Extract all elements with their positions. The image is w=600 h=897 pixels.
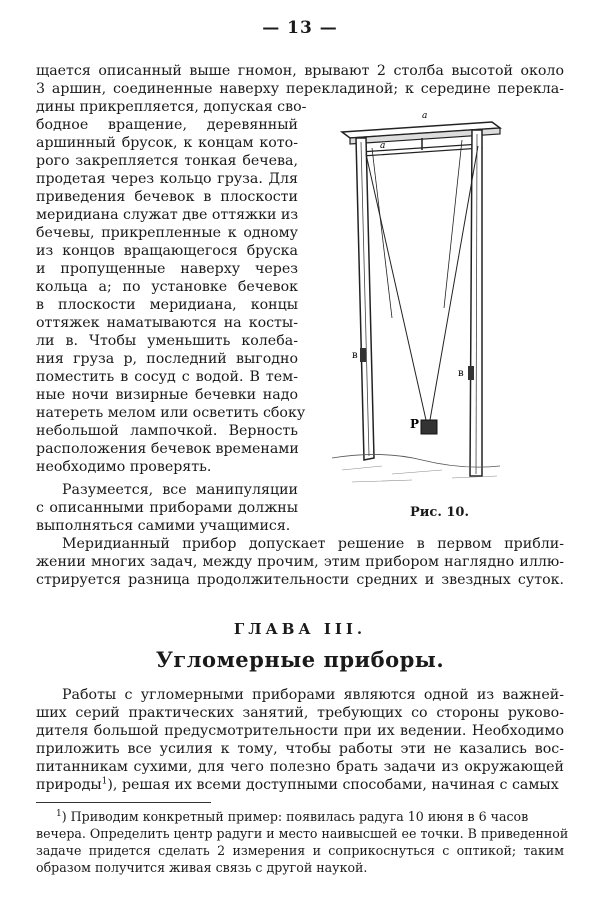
text-line: жении многих задач, между прочим, этим прибором наглядно иллю- — [36, 554, 564, 570]
weight — [421, 420, 437, 434]
footnote-line: образом получится живая связь с другой наукой. — [36, 860, 368, 875]
text-line: дины прикрепляется, допуская сво- — [36, 99, 307, 115]
text-line: с описанными приборами должны — [36, 500, 298, 516]
label-v-right: в — [458, 368, 464, 379]
chapter-label: ГЛАВА III. — [233, 620, 367, 638]
meridian-instrument-illustration — [322, 108, 502, 500]
text-line: ли в. Чтобы уменьшить колеба- — [36, 333, 298, 349]
text-line: из концов вращающегося бруска — [36, 243, 298, 259]
text-line: продетая через кольцо груза. Для — [36, 171, 298, 187]
figure-caption: Рис. 10. — [410, 505, 470, 520]
text-line: бодное вращение, деревянный — [36, 117, 298, 133]
footnote-ref[interactable]: 1 — [101, 776, 108, 787]
text-line: ния груза p, последний выгодно — [36, 351, 298, 367]
text-line: Работы с угломерными приборами являются одной из важней- — [62, 687, 564, 703]
label-p: P — [410, 417, 420, 431]
peg-left — [360, 348, 366, 362]
text-line: Меридианный прибор допускает решение в первом прибли- — [62, 536, 564, 552]
text-line: расположения бечевок временами — [36, 441, 299, 457]
rotating-bar — [360, 144, 482, 156]
text-line: поместить в сосуд с водой. В тем- — [36, 369, 298, 385]
footnote-marker: 1 — [56, 808, 62, 819]
text-line: ших серий практических занятий, требующих со стороны руково- — [36, 705, 564, 721]
text-line: 3 аршин, соединенные наверху перекладиной; к середине перекла- — [36, 81, 564, 97]
label-a-top: a — [422, 111, 428, 121]
text-line: приведения бечевок в плоскости — [36, 189, 298, 205]
string — [366, 154, 426, 420]
text-line: меридиана служат две оттяжки из — [36, 207, 299, 223]
label-a-left: a — [380, 141, 386, 151]
text-line: небольшой лампочкой. Верность — [36, 423, 298, 439]
chapter-title: Угломерные приборы. — [155, 647, 445, 672]
footnote-line — [56, 808, 564, 825]
text-line: питанникам сухими, для чего полезно брать задачи из окружающей — [36, 759, 564, 775]
text-line: аршинный брусок, к концам кото- — [36, 135, 298, 151]
text-line: ные ночи визирные бечевки надо — [36, 387, 298, 403]
text-span: ), решая их всеми доступными способами, начиная с самых — [107, 777, 559, 793]
text-line: натереть мелом или осветить сбоку — [36, 405, 306, 421]
footnote-line: вечера. Определить центр радуги и место наивысшей ее точки. В приведенной — [36, 826, 569, 841]
label-v-left: в — [352, 350, 358, 361]
text-line: кольца a; по установке бечевок — [36, 279, 298, 295]
text-line: необходимо проверять. — [36, 459, 212, 475]
text-line: дителя большой предусмотрительности при их ведении. Необходимо — [36, 723, 564, 739]
text-line: бечевы, прикрепленные к одному — [36, 225, 298, 241]
text-line: рого закрепляется тонкая бечева, — [36, 153, 298, 169]
text-span: ) Приводим конкретный пример: появилась радуга 10 июня в 6 часов — [61, 809, 529, 824]
text-line: в плоскости меридиана, концы — [36, 297, 298, 313]
figure-meridian-instrument — [322, 108, 502, 500]
text-line: щается описанный выше гномон, врывают 2 столба высотой около — [36, 63, 564, 79]
footnote-line: задаче придется сделать 2 измерения и соприкоснуться с оптикой; таким — [36, 843, 564, 858]
text-line: стрируется разница продолжительности средних и звездных суток. — [36, 572, 564, 588]
text-line: и пропущенные наверху через — [36, 261, 298, 277]
page-number: — 13 — — [262, 18, 338, 38]
peg-right — [468, 366, 474, 380]
text-line: приложить все усилия к тому, чтобы работы эти не казались вос- — [36, 741, 564, 757]
text-line: выполняться самими учащимися. — [36, 518, 291, 534]
text-line: Разумеется, все манипуляции — [62, 482, 298, 498]
text-line — [36, 776, 564, 794]
footnote-divider — [36, 802, 211, 803]
text-span: природы — [36, 777, 102, 793]
text-line: оттяжек наматываются на косты- — [36, 315, 298, 331]
